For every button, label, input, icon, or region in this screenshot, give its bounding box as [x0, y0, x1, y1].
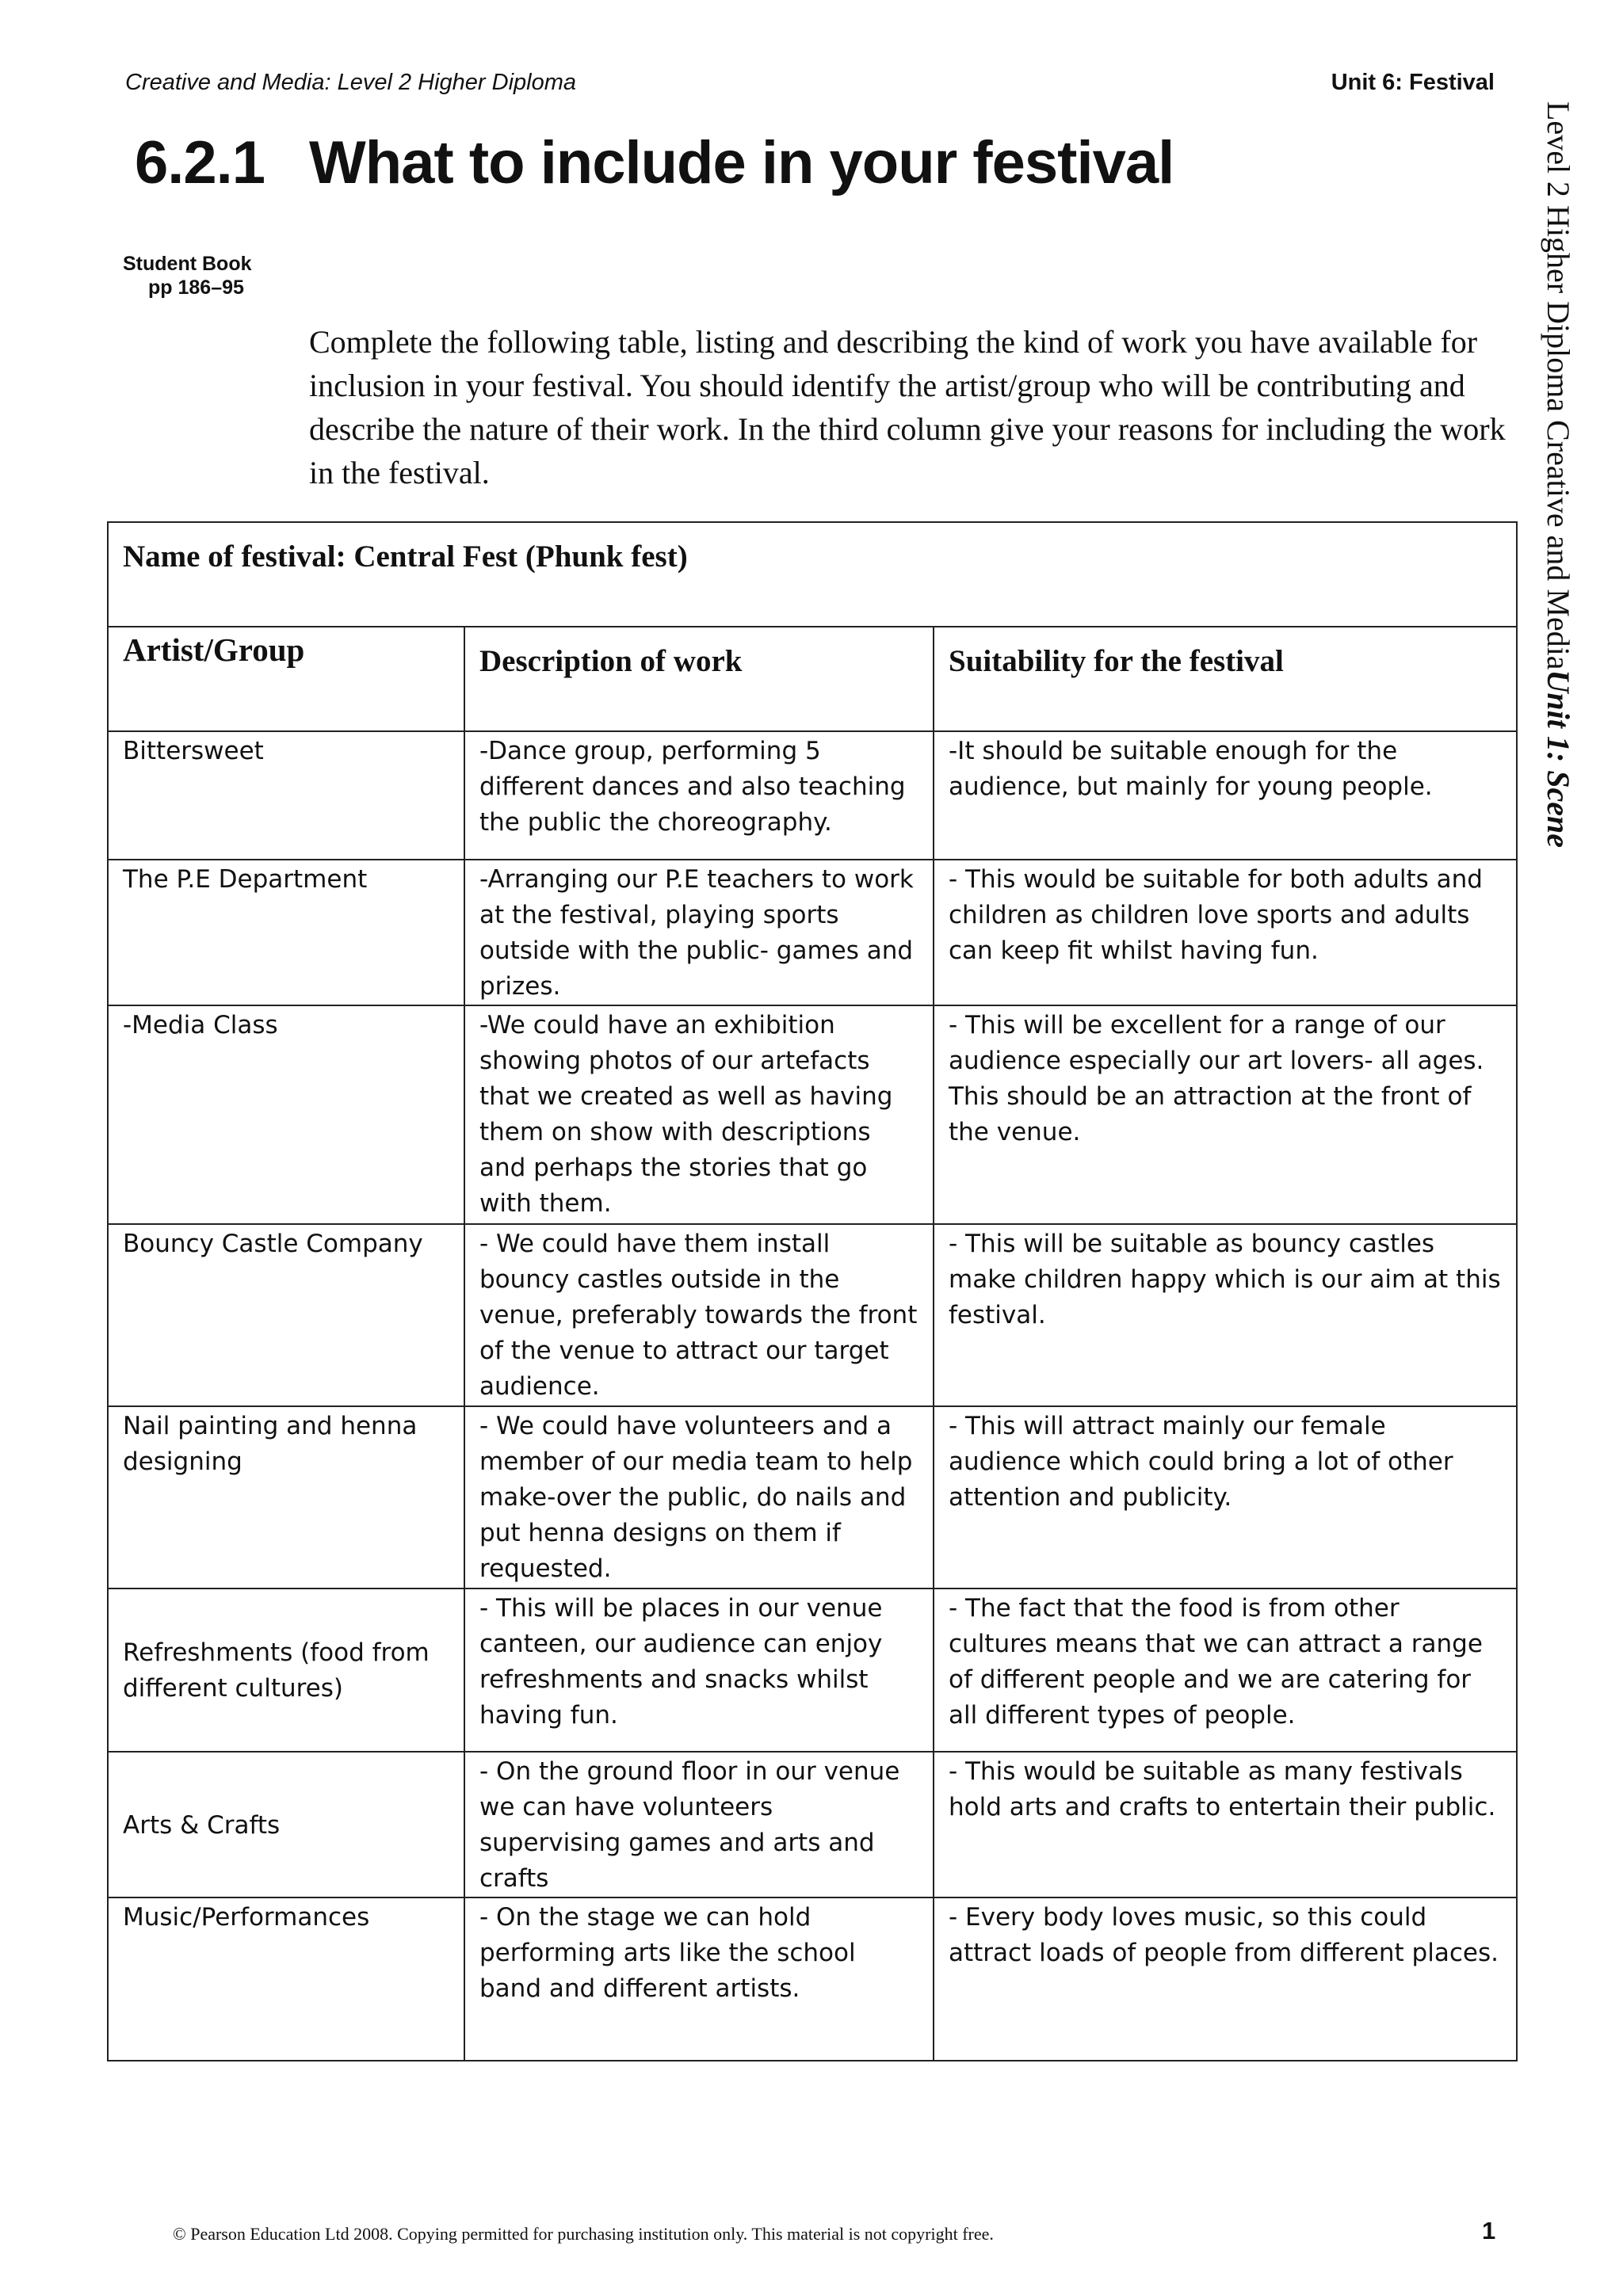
- side-vertical-label: [1540, 101, 1577, 848]
- suitability-cell: - This will be excellent for a range of our audience especially our art lovers- all ages. This should be an attraction at the front of the venue.: [934, 1005, 1517, 1224]
- artist-cell: Music/Performances: [108, 1897, 464, 2061]
- artist-cell: The P.E Department: [108, 860, 464, 1005]
- header-suitability: Suitability for the festival: [934, 627, 1517, 731]
- student-book-pages: pp 186–95: [148, 277, 244, 299]
- student-book-reference: [123, 252, 252, 299]
- artist-cell: Bittersweet: [108, 731, 464, 860]
- suitability-cell: - Every body loves music, so this could attract loads of people from different places.: [934, 1897, 1517, 2061]
- artist-cell: Bouncy Castle Company: [108, 1224, 464, 1406]
- suitability-cell: - This will be suitable as bouncy castles make children happy which is our aim at this festival.: [934, 1224, 1517, 1406]
- table-row: [108, 1589, 1517, 1752]
- header-unit-title: Unit 6: Festival: [1331, 70, 1495, 95]
- festival-name-cell: [108, 522, 1517, 627]
- artist-cell: Refreshments (food from different cultures): [108, 1589, 464, 1752]
- section-title: What to include in your festival: [309, 129, 1174, 196]
- suitability-cell: - The fact that the food is from other cultures means that we can attract a range of different people and we are catering for all different types of people.: [934, 1589, 1517, 1752]
- table-row: [108, 1406, 1517, 1589]
- page-title: [135, 128, 1174, 197]
- suitability-cell: -It should be suitable enough for the audience, but mainly for young people.: [934, 731, 1517, 860]
- artist-cell: Nail painting and henna designing: [108, 1406, 464, 1589]
- festival-table: [107, 521, 1518, 2061]
- section-number: 6.2.1: [135, 129, 265, 196]
- description-cell: - We could have volunteers and a member of our media team to help make-over the public, do nails and put henna designs on them if requested.: [464, 1406, 934, 1589]
- copyright-footer: © Pearson Education Ltd 2008. Copying permitted for purchasing institution only. This material is not copyright free.: [173, 2224, 994, 2244]
- table-row: [108, 1897, 1517, 2061]
- table-row: [108, 1224, 1517, 1406]
- table-row: [108, 731, 1517, 860]
- suitability-cell: - This would be suitable for both adults and children as children love sports and adults can keep fit whilst having fun.: [934, 860, 1517, 1005]
- description-cell: - This will be places in our venue canteen, our audience can enjoy refreshments and snacks whilst having fun.: [464, 1589, 934, 1752]
- suitability-cell: - This will attract mainly our female audience which could bring a lot of other attention and publicity.: [934, 1406, 1517, 1589]
- artist-cell: Arts & Crafts: [108, 1752, 464, 1897]
- table-header-row: [108, 627, 1517, 731]
- instructions-paragraph: Complete the following table, listing and describing the kind of work you have available for inclusion in your festival. You should identify the artist/group who will be contributing and describe the nature of their work. In the third column give your reasons for including the work in the festival.: [309, 324, 1506, 490]
- side-diploma-text: Level 2 Higher Diploma Creative and Media: [1541, 101, 1576, 670]
- table-row: [108, 1005, 1517, 1224]
- table-row: [108, 1752, 1517, 1897]
- student-book-label: Student Book: [123, 253, 252, 275]
- description-cell: - On the stage we can hold performing arts like the school band and different artists.: [464, 1897, 934, 2061]
- description-cell: -Dance group, performing 5 different dances and also teaching the public the choreography.: [464, 731, 934, 860]
- header-description: Description of work: [464, 627, 934, 731]
- festival-name: Name of festival: Central Fest (Phunk fest): [123, 540, 688, 574]
- side-unit-text: Unit 1: Scene: [1541, 669, 1576, 848]
- table-row: [108, 860, 1517, 1005]
- description-cell: - We could have them install bouncy castles outside in the venue, preferably towards the front of the venue to attract our target audience.: [464, 1224, 934, 1406]
- header-artist: Artist/Group: [108, 627, 464, 731]
- description-cell: - On the ground floor in our venue we can have volunteers supervising games and arts and crafts: [464, 1752, 934, 1897]
- suitability-cell: - This would be suitable as many festivals hold arts and crafts to entertain their public.: [934, 1752, 1517, 1897]
- page-number: 1: [1482, 2217, 1496, 2245]
- festival-name-row: [108, 522, 1517, 627]
- header-course-title: Creative and Media: Level 2 Higher Diploma: [125, 70, 577, 95]
- description-cell: -We could have an exhibition showing photos of our artefacts that we created as well as having them on show with descriptions and perhaps the stories that go with them.: [464, 1005, 934, 1224]
- description-cell: -Arranging our P.E teachers to work at the festival, playing sports outside with the public- games and prizes.: [464, 860, 934, 1005]
- artist-cell: -Media Class: [108, 1005, 464, 1224]
